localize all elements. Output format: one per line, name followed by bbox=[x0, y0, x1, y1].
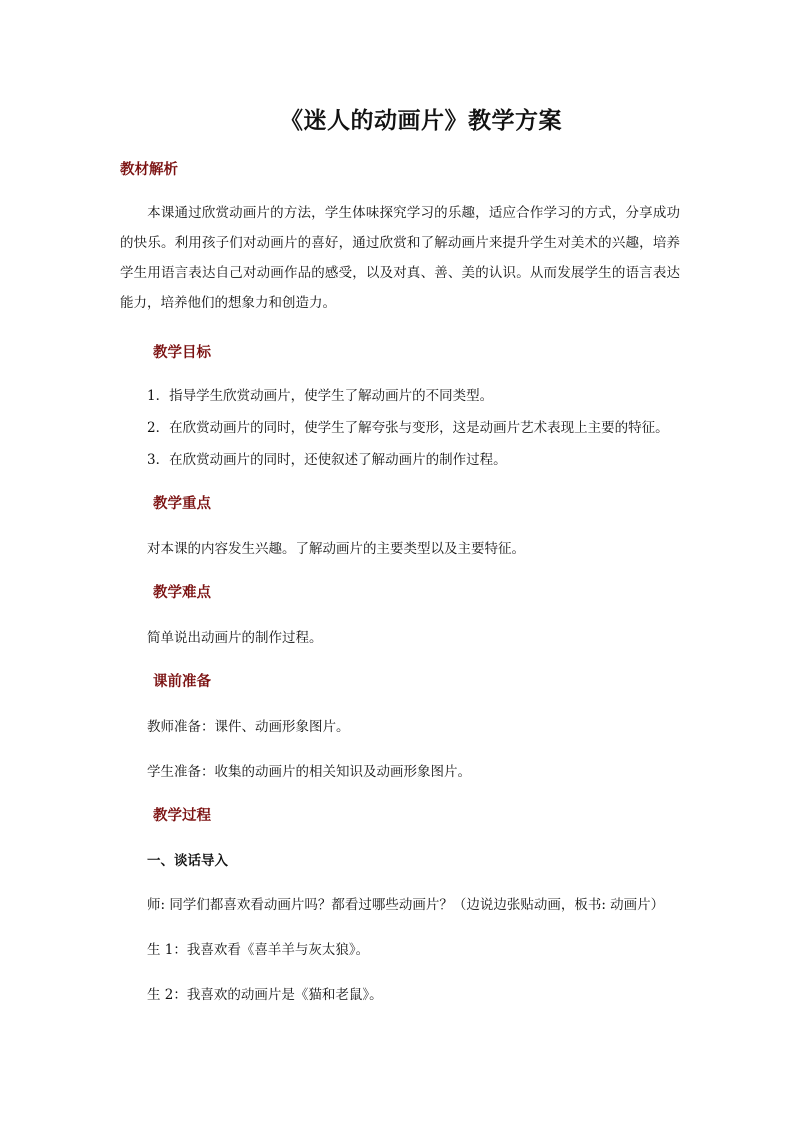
section-heading-difficulties: 教学难点 bbox=[153, 584, 211, 601]
analysis-text: 本课通过欣赏动画片的方法，学生体味探究学习的乐趣，适应合作学习的方式，分享成功的快乐。利用孩子们对动画片的喜好，通过欣赏和了解动画片来提升学生对美术的兴趣，培养学生用语言表达自己对动画作品的感受，以及对真、善、美的认识。从而发展学生的语言表达能力，培养他们的想象力和创造力。 bbox=[120, 205, 680, 311]
goal-item-3: 3．在欣赏动画片的同时，还使叙述了解动画片的制作过程。 bbox=[147, 452, 507, 468]
dialogue-line-student-1: 生 1：我喜欢看《喜羊羊与灰太狼》。 bbox=[147, 942, 370, 958]
dialogue-line-teacher: 师: 同学们都喜欢看动画片吗？都看过哪些动画片？（边说边张贴动画，板书: 动画片） bbox=[147, 897, 665, 913]
section-heading-analysis: 教材解析 bbox=[120, 161, 178, 178]
student-preparation-text: 学生准备：收集的动画片的相关知识及动画形象图片。 bbox=[147, 764, 471, 780]
analysis-paragraph bbox=[120, 198, 680, 318]
section-heading-key-points: 教学重点 bbox=[153, 495, 211, 512]
section-heading-process: 教学过程 bbox=[153, 807, 211, 824]
key-points-text: 对本课的内容发生兴趣。了解动画片的主要类型以及主要特征。 bbox=[147, 541, 525, 557]
teacher-preparation-text: 教师准备：课件、动画形象图片。 bbox=[147, 719, 350, 735]
section-heading-preparation: 课前准备 bbox=[153, 673, 211, 690]
process-step-1-heading: 一、谈话导入 bbox=[147, 853, 228, 869]
document-title: 《迷人的动画片》教学方案 bbox=[280, 107, 562, 134]
dialogue-line-student-2: 生 2：我喜欢的动画片是《猫和老鼠》。 bbox=[147, 987, 383, 1003]
section-heading-goals: 教学目标 bbox=[153, 344, 211, 361]
goal-item-1: 1．指导学生欣赏动画片，使学生了解动画片的不同类型。 bbox=[147, 388, 494, 404]
difficulties-text: 简单说出动画片的制作过程。 bbox=[147, 630, 323, 646]
goal-item-2: 2．在欣赏动画片的同时，使学生了解夸张与变形，这是动画片艺术表现上主要的特征。 bbox=[147, 420, 669, 436]
